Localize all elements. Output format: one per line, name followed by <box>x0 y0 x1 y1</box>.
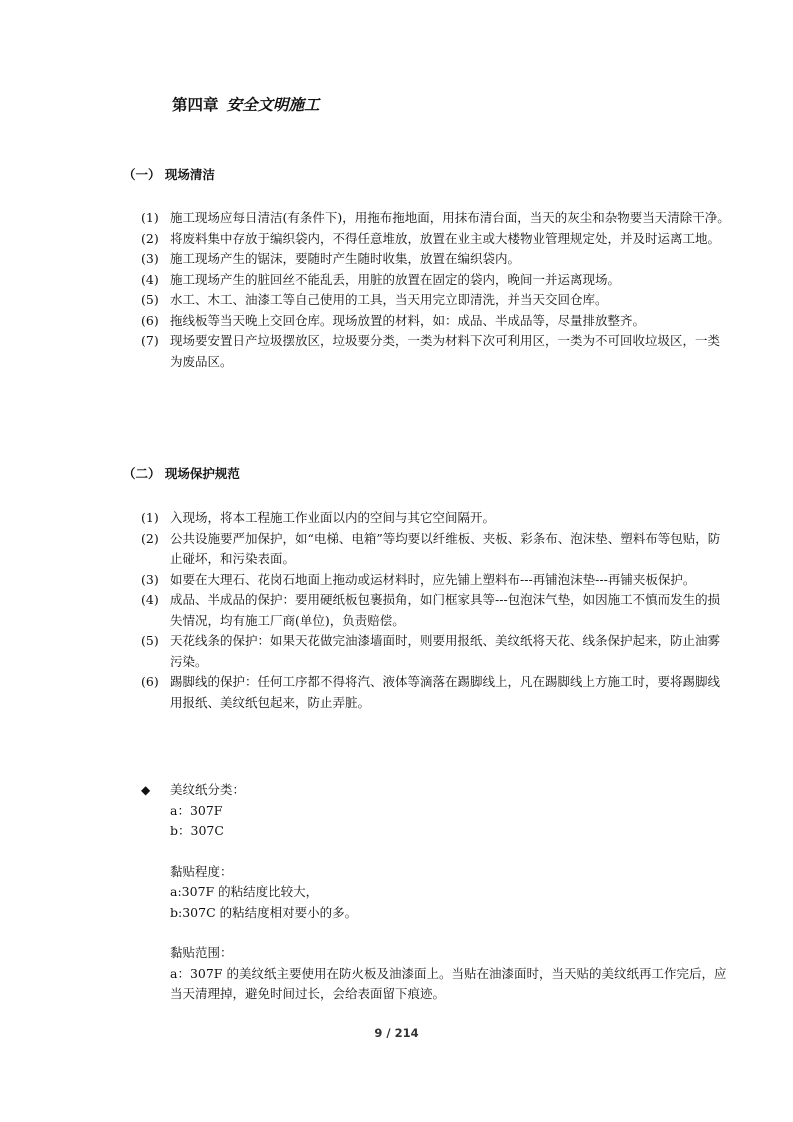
protection-list <box>141 508 731 713</box>
list-item-number: (3) <box>141 251 159 266</box>
cleaning-list <box>141 208 731 372</box>
list-item-text: 如要在大理石、花岗石地面上拖动或运材料时，应先铺上塑料布---再铺泡沫垫---再铺夹板保护。 <box>170 571 696 587</box>
section-heading-cleaning: （一） 现场清洁 <box>123 167 215 182</box>
masking-tape-title: 美纹纸分类： <box>170 782 246 797</box>
adhesion-b: b:307C 的粘结度相对要小的多。 <box>170 904 358 920</box>
protection-item <box>141 631 731 672</box>
list-item-number: (1) <box>141 210 159 225</box>
list-item-text: 公共设施要严加保护，如“电梯、电箱”等均要以纤维板、夹板、彩条布、泡沫垫、塑料布等包贴，防止碰坏，和污染表面。 <box>170 530 721 566</box>
list-item-number: (5) <box>141 292 159 307</box>
range-a: a：307F 的美纹纸主要使用在防火板及油漆面上。当贴在油漆面时，当天贴的美纹纸再工作完后，应当天清理掉，避免时间过长，会给表面留下痕迹。 <box>170 965 727 1001</box>
diamond-bullet-icon: ◆ <box>141 783 151 797</box>
list-item-text: 拖线板等当天晚上交回仓库。现场放置的材料，如：成品、半成品等，尽量排放整齐。 <box>170 312 646 328</box>
list-item-text: 施工现场产生的脏回丝不能乱丢，用脏的放置在固定的袋内，晚间一并运离现场。 <box>170 271 621 287</box>
list-item-text: 施工现场应每日清洁(有条件下)，用拖布拖地面，用抹布清台面，当天的灰尘和杂物要当天清除干净。 <box>170 210 730 225</box>
list-item-number: (3) <box>141 571 159 587</box>
list-item-text: 现场要安置日产垃圾摆放区，垃圾要分类，一类为材料下次可利用区，一类为不可回收垃圾区，一类为废品区。 <box>170 333 721 369</box>
protection-item <box>141 570 731 591</box>
protection-item <box>141 672 731 713</box>
tape-type-a: a：307F <box>170 802 223 818</box>
chapter-name: 安全文明施工 <box>226 96 320 114</box>
list-item-text: 天花线条的保护：如果天花做完油漆墙面时，则要用报纸、美纹纸将天花、线条保护起来，防止油雾污染。 <box>170 633 721 669</box>
list-item-number: (4) <box>141 592 159 607</box>
masking-tape-block <box>141 780 731 1005</box>
list-item-number: (2) <box>141 230 159 246</box>
protection-item <box>141 508 731 529</box>
cleaning-item <box>141 229 731 250</box>
cleaning-item <box>141 270 731 291</box>
tape-type-b: b：307C <box>170 823 224 838</box>
list-item-number: (5) <box>141 633 159 648</box>
protection-item <box>141 529 731 570</box>
adhesion-a: a:307F 的粘结度比较大， <box>170 884 319 899</box>
range-title: 黏贴范围： <box>170 945 233 960</box>
list-item-text: 施工现场产生的锯沫，要随时产生随时收集，放置在编织袋内。 <box>170 251 521 266</box>
chapter-title <box>172 93 320 115</box>
list-item-text: 将废料集中存放于编织袋内，不得任意堆放，放置在业主或大楼物业管理规定处，并及时运离工地。 <box>170 230 721 246</box>
list-item-text: 踢脚线的保护：任何工序都不得将汽、液体等滴落在踢脚线上，凡在踢脚线上方施工时，要将踢脚线用报纸、美纹纸包起来，防止弄脏。 <box>170 674 721 710</box>
chapter-number: 第四章 <box>172 96 219 114</box>
protection-item <box>141 590 731 631</box>
list-item-text: 水工、木工、油漆工等自己使用的工具，当天用完立即清洗，并当天交回仓库。 <box>170 292 608 307</box>
cleaning-item <box>141 331 731 372</box>
cleaning-item <box>141 249 731 270</box>
list-item-number: (2) <box>141 530 159 546</box>
cleaning-item <box>141 290 731 311</box>
adhesion-title: 黏贴程度： <box>170 863 233 879</box>
list-item-text: 入现场，将本工程施工作业面以内的空间与其它空间隔开。 <box>170 510 496 525</box>
cleaning-item <box>141 208 731 229</box>
list-item-number: (4) <box>141 271 159 287</box>
cleaning-item <box>141 311 731 332</box>
list-item-number: (7) <box>141 333 159 348</box>
list-item-number: (6) <box>141 674 159 689</box>
list-item-number: (6) <box>141 312 159 328</box>
list-item-number: (1) <box>141 510 159 525</box>
list-item-text: 成品、半成品的保护：要用硬纸板包裹损角，如门框家具等---包泡沫气垫，如因施工不慎而发生的损失情况，均有施工厂商(单位)，负责赔偿。 <box>170 592 721 628</box>
section-heading-protection: （二） 现场保护规范 <box>123 466 240 481</box>
page-number: 9 / 214 <box>374 1026 419 1040</box>
